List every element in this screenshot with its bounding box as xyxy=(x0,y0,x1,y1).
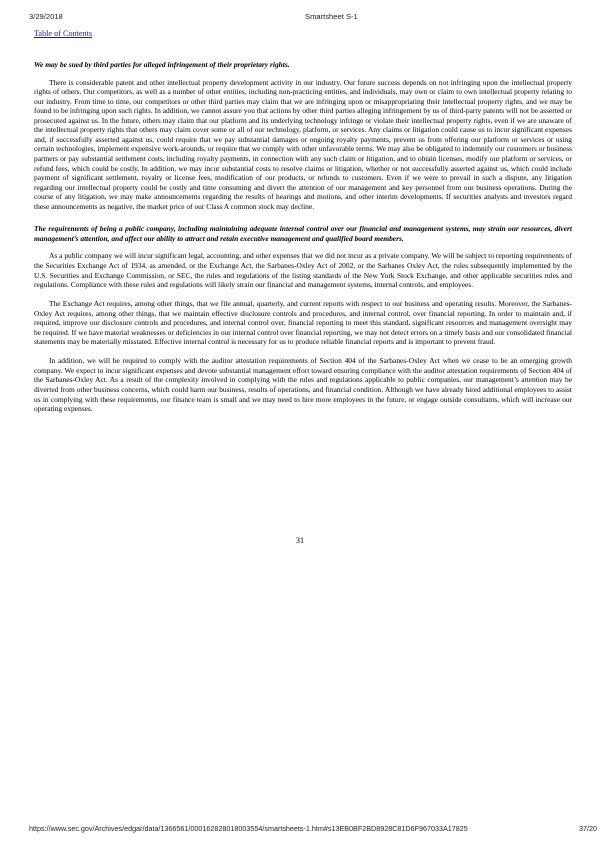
risk-section-infringement xyxy=(34,60,572,211)
document-body xyxy=(34,60,572,423)
body-paragraph: The Exchange Act requires, among other things, that we file annual, quarterly, and current reports with respect to our business and operating results. Moreover, the Sarbanes-Oxley Act requires, among other things, that we maintain effective disclosure controls and procedures, and internal control, over financial reporting. In order to maintain and, if required, improve our disclosure controls and procedures, and internal control over, financial reporting to meet this standard, significant resources and management oversight may be required. If we have material weaknesses or deficiencies in our internal control over financial reporting, we may not detect errors on a timely basis and our consolidated financial statements may be materially misstated. Effective internal control is necessary for us to produce reliable financial reports and is important to prevent fraud. xyxy=(34,299,572,347)
page-number: 31 xyxy=(295,536,305,545)
risk-section-public-company xyxy=(34,224,572,413)
source-url: https://www.sec.gov/Archives/edgar/data/1366561/000162828018003554/smartsheets-1.htm#s13EB0BF2BD8928C81D6F967033A17825 xyxy=(29,824,468,833)
body-paragraph: In addition, we will be required to comply with the auditor attestation requirements of Section 404 of the Sarbanes-Oxley Act when we cease to be an emerging growth company. We expect to incur significant expenses and devote substantial management effort toward ensuring compliance with the auditor attestation requirements of Section 404 of the Sarbanes-Oxley Act. As a result of the complexity involved in complying with the rules and regulations applicable to public companies, our management’s attention may be diverted from other business concerns, which could harm our business, results of operations, and financial condition. Although we have already hired additional employees to assist us in complying with these requirements, our finance team is small and we may need to hire more employees in the future, or engage outside consultants, which will increase our operating expenses. xyxy=(34,356,572,414)
document-title: Smartsheet S-1 xyxy=(305,12,358,21)
print-date: 3/29/2018 xyxy=(29,12,63,21)
print-page-count: 37/20 xyxy=(579,824,597,833)
body-paragraph: There is considerable patent and other intellectual property development activity in our industry. Our future success depends on not infringing upon the intellectual property rights of others. Our competitors, as well as a number of other entities, including non-practicing entities, and individuals, may own or claim to own intellectual property relating to our industry. From time to time, our competitors or other third parties may claim that we are infringing upon or misappropriating their intellectual property rights, and we may be found to be infringing upon such rights. In addition, we cannot assure you that actions by other third parties alleging infringement by us of third-party patents will not be asserted or prosecuted against us. In the future, others may claim that our platform and its underlying technology infringe or violate their intellectual property rights, even if we are unaware of the intellectual property rights that others may claim cover some or all of our technology, platform, or services. Any claims or litigation could cause us to incur significant expenses and, if successfully asserted against us, could require that we pay substantial damages or ongoing royalty payments, prevent us from offering our platform or services or using certain technologies, implement expensive work-arounds, or require that we comply with other unfavorable terms. We may also be obligated to indemnify our customers or business partners or pay substantial settlement costs, including royalty payments, in connection with any such claim or litigation, and to obtain licenses, modify our platform or services, or refund fees, which could be costly. In addition, we may incur substantial costs to resolve claims or litigation, whether or not successfully asserted against us, which could include payment of significant settlement, royalty or license fees, modification of our products, or refunds to customers. Even if we were to prevail in such a dispute, any litigation regarding our intellectual property could be costly and time consuming and divert the attention of our management and key personnel from our business operations. During the course of any litigation, we may make announcements regarding the results of hearings and motions, and other interim developments. If securities analysts and investors regard these announcements as negative, the market price of our Class A common stock may decline. xyxy=(34,77,572,211)
body-paragraph: As a public company we will incur significant legal, accounting, and other expenses that we did not incur as a private company. We will be subject to reporting requirements of the Securities Exchange Act of 1934, as amended, or the Exchange Act, the Sarbanes-Oxley Act of 2002, or the Sarbanes Oxley Act, the rules subsequently implemented by the U.S. Securities and Exchange Commission, or SEC, the rules and regulations of the listing standards of the New York Stock Exchange, and other applicable securities rules and regulations. Compliance with these rules and regulations will likely strain our financial and management systems, internal controls, and employees. xyxy=(34,251,572,290)
section-heading: The requirements of being a public company, including maintaining adequate internal control over our financial and management systems, may strain our resources, divert management’s attention, and affect our ability to attract and retain executive management and qualified board members. xyxy=(34,224,572,243)
table-of-contents-link[interactable]: Table of Contents xyxy=(34,29,93,38)
section-heading: We may be sued by third parties for alleged infringement of their proprietary rights. xyxy=(34,60,290,69)
